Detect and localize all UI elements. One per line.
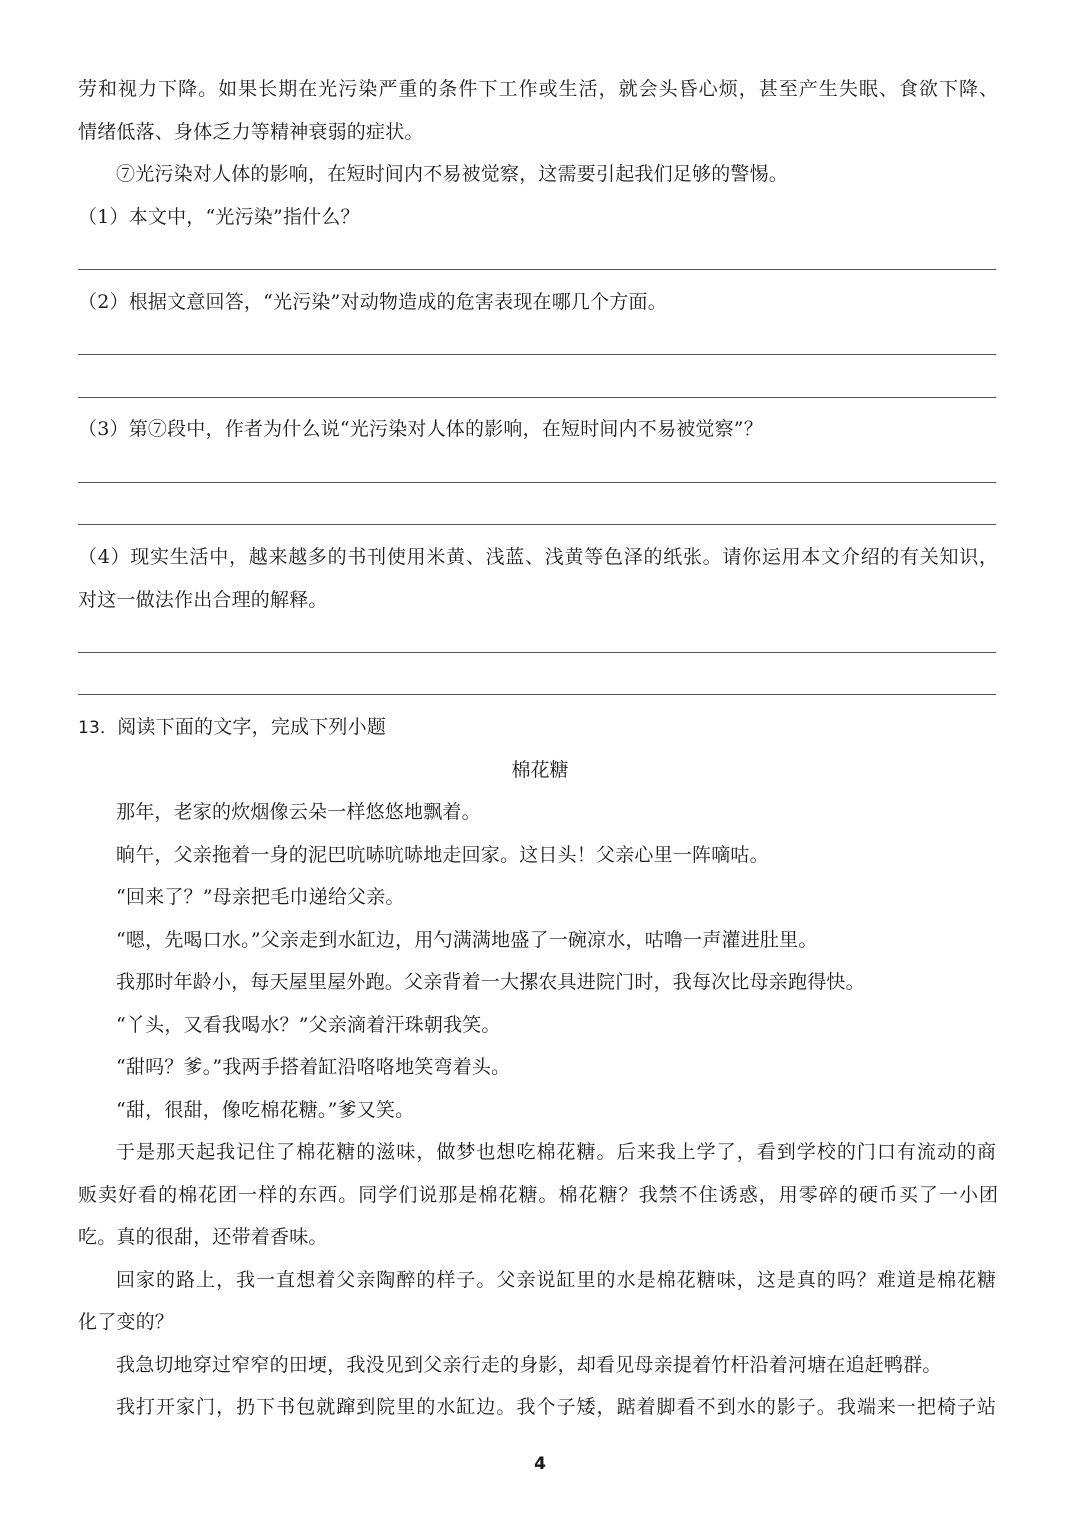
page-number: 4: [534, 1454, 546, 1474]
story-line: “丫头，又看我喝水？”父亲滴着汗珠朝我笑。: [116, 1014, 501, 1036]
question-number: 13．: [78, 718, 118, 738]
story-title: 棉花糖: [511, 759, 569, 781]
question-4-continued: 对这一做法作出合理的解释。: [78, 589, 328, 611]
answer-line: [78, 652, 996, 653]
story-line: 化了变的？: [78, 1311, 175, 1333]
paragraph-line: 情绪低落、身体乏力等精神衰弱的症状。: [78, 121, 424, 143]
answer-line: [78, 354, 996, 355]
section-heading: [78, 714, 998, 741]
story-line: 于是那天起我记住了棉花糖的滋味，做梦也想吃棉花糖。后来我上学了，看到学校的门口有流动的商: [116, 1141, 996, 1163]
answer-line: [78, 524, 996, 525]
story-line: 贩卖好看的棉花团一样的东西。同学们说那是棉花糖。棉花糖？我禁不住诱惑，用零碎的硬币买了一小团: [78, 1184, 998, 1206]
answer-line: [78, 397, 996, 398]
paragraph-line: ⑦光污染对人体的影响，在短时间内不易被觉察，这需要引起我们足够的警惕。: [116, 163, 789, 185]
story-line: 我那时年龄小，每天屋里屋外跑。父亲背着一大摞农具进院门时，我每次比母亲跑得快。: [116, 971, 865, 993]
story-line: 那年，老家的炊烟像云朵一样悠悠地飘着。: [116, 801, 481, 823]
story-line: “嗯，先喝口水。”父亲走到水缸边，用勺满满地盛了一碗凉水，咕噜一声灌进肚里。: [116, 929, 818, 951]
paragraph-line: 劳和视力下降。如果长期在光污染严重的条件下工作或生活，就会头昏心烦，甚至产生失眠、食欲下降、: [78, 78, 998, 100]
story-line: 晌午，父亲拖着一身的泥巴吭哧吭哧地走回家。这日头！父亲心里一阵嘀咕。: [116, 844, 769, 866]
answer-line: [78, 482, 996, 483]
answer-line: [78, 269, 996, 270]
question-4: （4）现实生活中，越来越多的书刊使用米黄、浅蓝、浅黄等色泽的纸张。请你运用本文介绍的有关知识，: [78, 546, 998, 568]
story-line: “甜，很甜，像吃棉花糖。”爹又笑。: [116, 1099, 415, 1121]
question-3: （3）第⑦段中，作者为什么说“光污染对人体的影响，在短时间内不易被觉察”？: [78, 418, 763, 440]
story-line: “回来了？”母亲把毛巾递给父亲。: [116, 886, 405, 908]
answer-line: [78, 694, 996, 695]
story-line: 回家的路上，我一直想着父亲陶醉的样子。父亲说缸里的水是棉花糖味，这是真的吗？难道是棉花糖: [116, 1269, 996, 1291]
question-2: （2）根据文意回答，“光污染”对动物造成的危害表现在哪几个方面。: [78, 291, 667, 313]
story-line: 我急切地穿过窄窄的田埂，我没见到父亲行走的身影，却看见母亲提着竹杆沿着河塘在追赶鸭群。: [116, 1354, 942, 1376]
story-line: 吃。真的很甜，还带着香味。: [78, 1226, 328, 1248]
section-instruction: 阅读下面的文字，完成下列小题: [117, 716, 387, 738]
story-line: “甜吗？爹。”我两手搭着缸沿咯咯地笑弯着头。: [116, 1056, 511, 1078]
question-1: （1）本文中，“光污染”指什么？: [78, 206, 360, 228]
story-line: 我打开家门，扔下书包就蹿到院里的水缸边。我个子矮，踮着脚看不到水的影子。我端来一把椅子站: [116, 1396, 996, 1418]
